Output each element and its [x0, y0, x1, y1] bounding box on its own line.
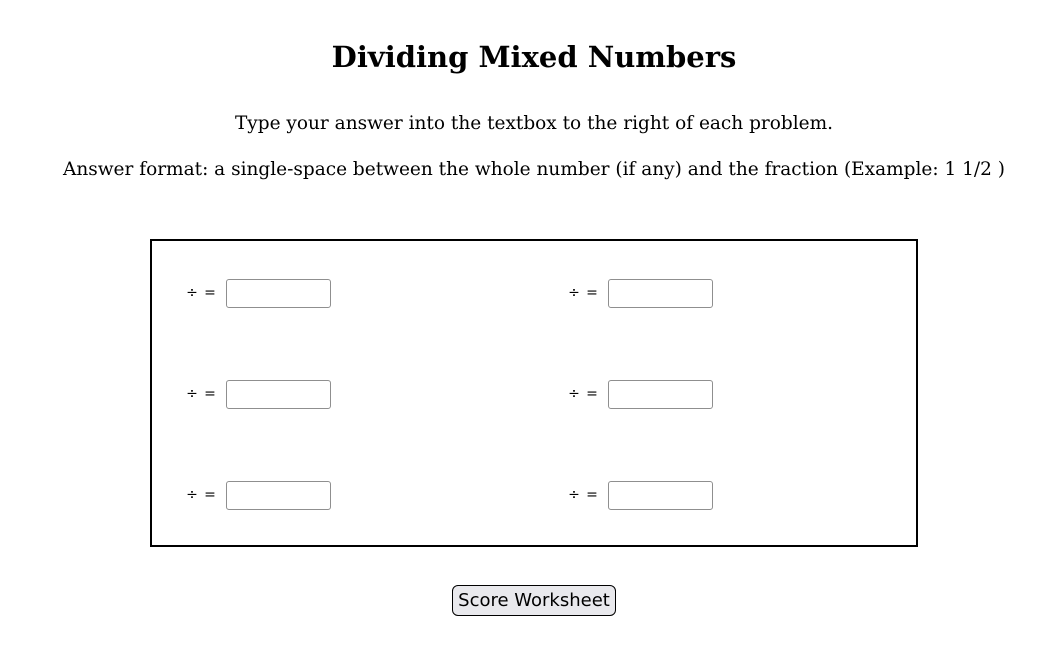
- page-title: Dividing Mixed Numbers: [331, 40, 737, 74]
- divide-sign: ÷: [186, 386, 198, 402]
- equals-sign: =: [204, 487, 216, 503]
- divide-sign: ÷: [568, 285, 580, 301]
- divide-sign: ÷: [186, 487, 198, 503]
- answer-input[interactable]: [608, 380, 713, 409]
- problem-row: [185, 379, 331, 409]
- problem-row: [567, 379, 713, 409]
- equals-sign: =: [586, 285, 598, 301]
- answer-input[interactable]: [226, 279, 331, 308]
- answer-input[interactable]: [608, 279, 713, 308]
- equals-sign: =: [586, 386, 598, 402]
- instructions-text: Type your answer into the textbox to the right of each problem.: [234, 113, 834, 134]
- problem-row: [567, 480, 713, 510]
- divide-sign: ÷: [568, 487, 580, 503]
- answer-format-note: Answer format: a single-space between the whole number (if any) and the fraction (Example: 1 1/2 ): [62, 159, 1006, 180]
- equals-sign: =: [204, 285, 216, 301]
- answer-input[interactable]: [608, 481, 713, 510]
- score-worksheet-button[interactable]: Score Worksheet: [452, 585, 616, 616]
- answer-input[interactable]: [226, 481, 331, 510]
- answer-input[interactable]: [226, 380, 331, 409]
- problem-row: [567, 278, 713, 308]
- worksheet-box: [150, 239, 918, 547]
- divide-sign: ÷: [568, 386, 580, 402]
- divide-sign: ÷: [186, 285, 198, 301]
- problem-row: [185, 278, 331, 308]
- equals-sign: =: [586, 487, 598, 503]
- equals-sign: =: [204, 386, 216, 402]
- problem-row: [185, 480, 331, 510]
